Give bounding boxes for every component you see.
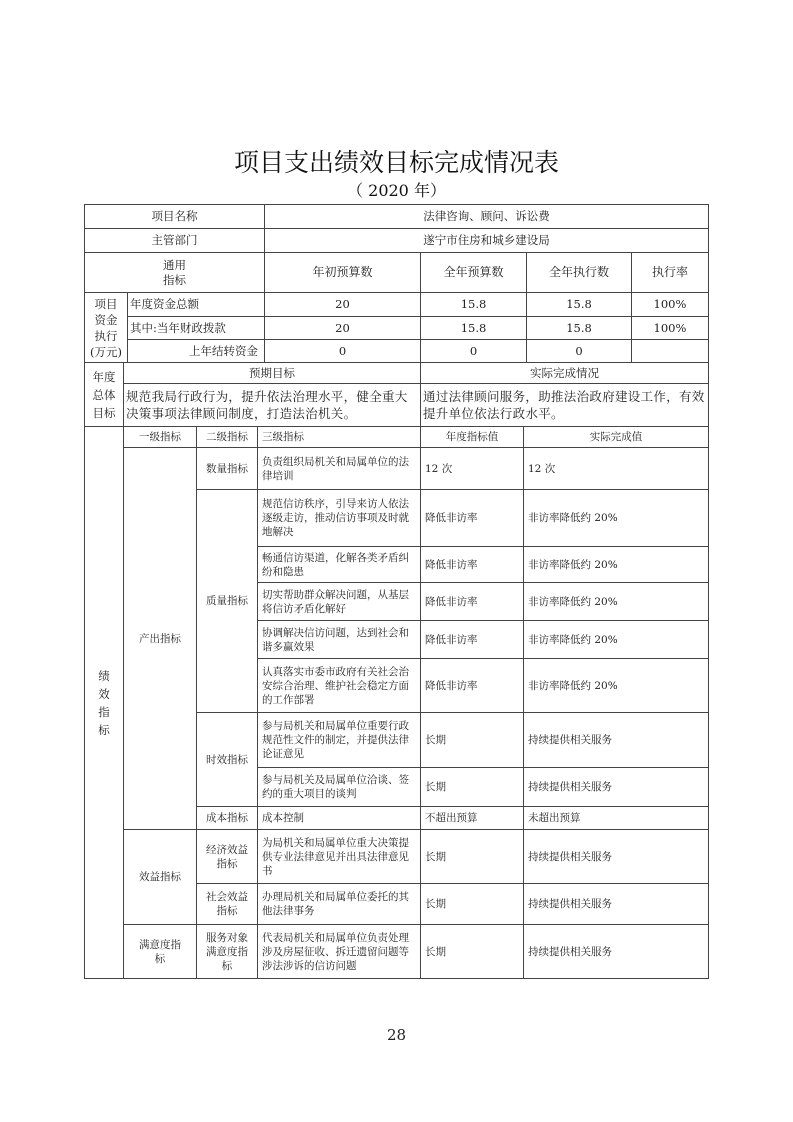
funds-cell: 0: [265, 340, 421, 363]
level1-satisfaction: 满意度指标: [124, 925, 197, 979]
performance-label-line: 标: [98, 722, 110, 737]
level3-text: 负责组织局机关和局属单位的法律培训: [258, 448, 421, 490]
annual-goal-label-line: 总体: [92, 387, 116, 402]
actual-value: 持续提供相关服务: [524, 884, 709, 925]
actual-value: 非访率降低约 20%: [524, 621, 709, 659]
funds-row-label: 上年结转资金: [128, 340, 265, 363]
target-value: 降低非访率: [421, 621, 524, 659]
col-annual-budget: 全年预算数: [421, 253, 527, 293]
funds-group-line: (万元): [90, 344, 122, 359]
level3-text: 参与局机关和局属单位重要行政规范性文件的制定，并提供法律论证意见: [258, 713, 421, 768]
actual-value: 持续提供相关服务: [524, 925, 709, 979]
level3-text: 畅通信访渠道，化解各类矛盾纠纷和隐患: [258, 547, 421, 583]
funds-group-label: [85, 293, 128, 363]
funds-group-line: 资金: [94, 312, 118, 327]
funds-group-line: 项目: [94, 296, 118, 311]
performance-label-line: 指: [98, 704, 110, 719]
actual-value: 12 次: [524, 448, 709, 490]
col-annual-execution: 全年执行数: [527, 253, 632, 293]
level1-output: 产出指标: [124, 448, 197, 830]
annual-goal-table: [84, 362, 709, 427]
expected-goal-text: 规范我局行政行为，提升依法治理水平，健全重大决策事项法律顾问制度，打造法治机关。: [124, 384, 421, 427]
annual-goal-label: [85, 363, 124, 427]
col-initial-budget: 年初预算数: [265, 253, 421, 293]
funds-cell: 0: [421, 340, 527, 363]
target-value: 降低非访率: [421, 547, 524, 583]
actual-value: 非访率降低约 20%: [524, 583, 709, 621]
target-value: 12 次: [421, 448, 524, 490]
level3-text: 成本控制: [258, 807, 421, 830]
target-value: 长期: [421, 925, 524, 979]
level3-text: 切实帮助群众解决问题，从基层将信访矛盾化解好: [258, 583, 421, 621]
actual-value: 持续提供相关服务: [524, 713, 709, 768]
col-target-value: 年度指标值: [421, 427, 524, 448]
actual-completion-text: 通过法律顾问服务，助推法治政府建设工作，有效提升单位依法行政水平。: [421, 384, 709, 427]
level3-text: 规范信访秩序，引导来访人依法逐级走访，推动信访事项及时就地解决: [258, 490, 421, 547]
target-value: 长期: [421, 768, 524, 807]
annual-goal-label-line: 目标: [92, 405, 116, 420]
funds-cell: [632, 340, 709, 363]
level2-quality: 质量指标: [197, 490, 258, 713]
corner-line-2: 指标: [163, 272, 186, 287]
actual-value: 非访率降低约 20%: [524, 659, 709, 713]
funds-cell: 15.8: [421, 317, 527, 340]
col-actual-value: 实际完成值: [524, 427, 709, 448]
corner-line-1: 通用: [163, 257, 186, 272]
actual-completion-header: 实际完成情况: [421, 363, 709, 384]
funds-cell: 15.8: [527, 293, 632, 317]
level2-quantity: 数量指标: [197, 448, 258, 490]
actual-value: 未超出预算: [524, 807, 709, 830]
level2-timeliness: 时效指标: [197, 713, 258, 807]
project-name-value: 法律咨询、顾问、诉讼费: [265, 205, 709, 229]
funds-cell: 15.8: [527, 317, 632, 340]
target-value: 长期: [421, 713, 524, 768]
funds-cell: 0: [527, 340, 632, 363]
performance-table: [84, 426, 709, 979]
target-value: 长期: [421, 830, 524, 884]
actual-value: 非访率降低约 20%: [524, 490, 709, 547]
level3-text: 认真落实市委市政府有关社会治安综合治理、维护社会稳定方面的工作部署: [258, 659, 421, 713]
funds-cell: 100%: [632, 293, 709, 317]
target-value: 不超出预算: [421, 807, 524, 830]
level2-cost: 成本指标: [197, 807, 258, 830]
col-level1: 一级指标: [124, 427, 197, 448]
funds-cell: 15.8: [421, 293, 527, 317]
annual-goal-label-line: 年度: [92, 369, 116, 384]
col-level3: 三级指标: [258, 427, 421, 448]
level3-text: 协调解决信访问题，达到社会和谐多赢效果: [258, 621, 421, 659]
general-indicator-header: [85, 253, 265, 293]
actual-value: 持续提供相关服务: [524, 768, 709, 807]
funds-cell: 100%: [632, 317, 709, 340]
actual-value: 持续提供相关服务: [524, 830, 709, 884]
year-subtitle: （ 2020 年）: [347, 181, 446, 200]
page-title: 项目支出绩效目标完成情况表: [233, 148, 559, 177]
level2-economic: 经济效益指标: [197, 830, 258, 884]
performance-label: [85, 427, 124, 979]
funds-row-label: 年度资金总额: [128, 293, 265, 317]
funds-cell: 20: [265, 293, 421, 317]
actual-value: 非访率降低约 20%: [524, 547, 709, 583]
level2-social: 社会效益指标: [197, 884, 258, 925]
performance-label-line: 绩: [98, 668, 110, 683]
target-value: 降低非访率: [421, 490, 524, 547]
target-value: 降低非访率: [421, 659, 524, 713]
col-execution-rate: 执行率: [632, 253, 709, 293]
level1-benefit: 效益指标: [124, 830, 197, 925]
funds-row-label: 其中:当年财政拨款: [128, 317, 265, 340]
funds-cell: 20: [265, 317, 421, 340]
page-number: 28: [386, 1026, 407, 1044]
project-name-label: 项目名称: [85, 205, 265, 229]
target-value: 长期: [421, 884, 524, 925]
performance-label-line: 效: [98, 686, 110, 701]
funds-table: [84, 204, 709, 363]
level2-service-satisfaction: 服务对象满意度指标: [197, 925, 258, 979]
expected-goal-header: 预期目标: [124, 363, 421, 384]
department-label: 主管部门: [85, 229, 265, 253]
level3-text: 参与局机关及局属单位洽谈、签约的重大项目的谈判: [258, 768, 421, 807]
col-level2: 二级指标: [197, 427, 258, 448]
level3-text: 代表局机关和局属单位负责处理涉及房屋征收、拆迁遗留问题等涉法涉诉的信访问题: [258, 925, 421, 979]
funds-group-line: 执行: [94, 328, 118, 343]
target-value: 降低非访率: [421, 583, 524, 621]
level3-text: 办理局机关和局属单位委托的其他法律事务: [258, 884, 421, 925]
department-value: 遂宁市住房和城乡建设局: [265, 229, 709, 253]
level3-text: 为局机关和局属单位重大决策提供专业法律意见并出具法律意见书: [258, 830, 421, 884]
